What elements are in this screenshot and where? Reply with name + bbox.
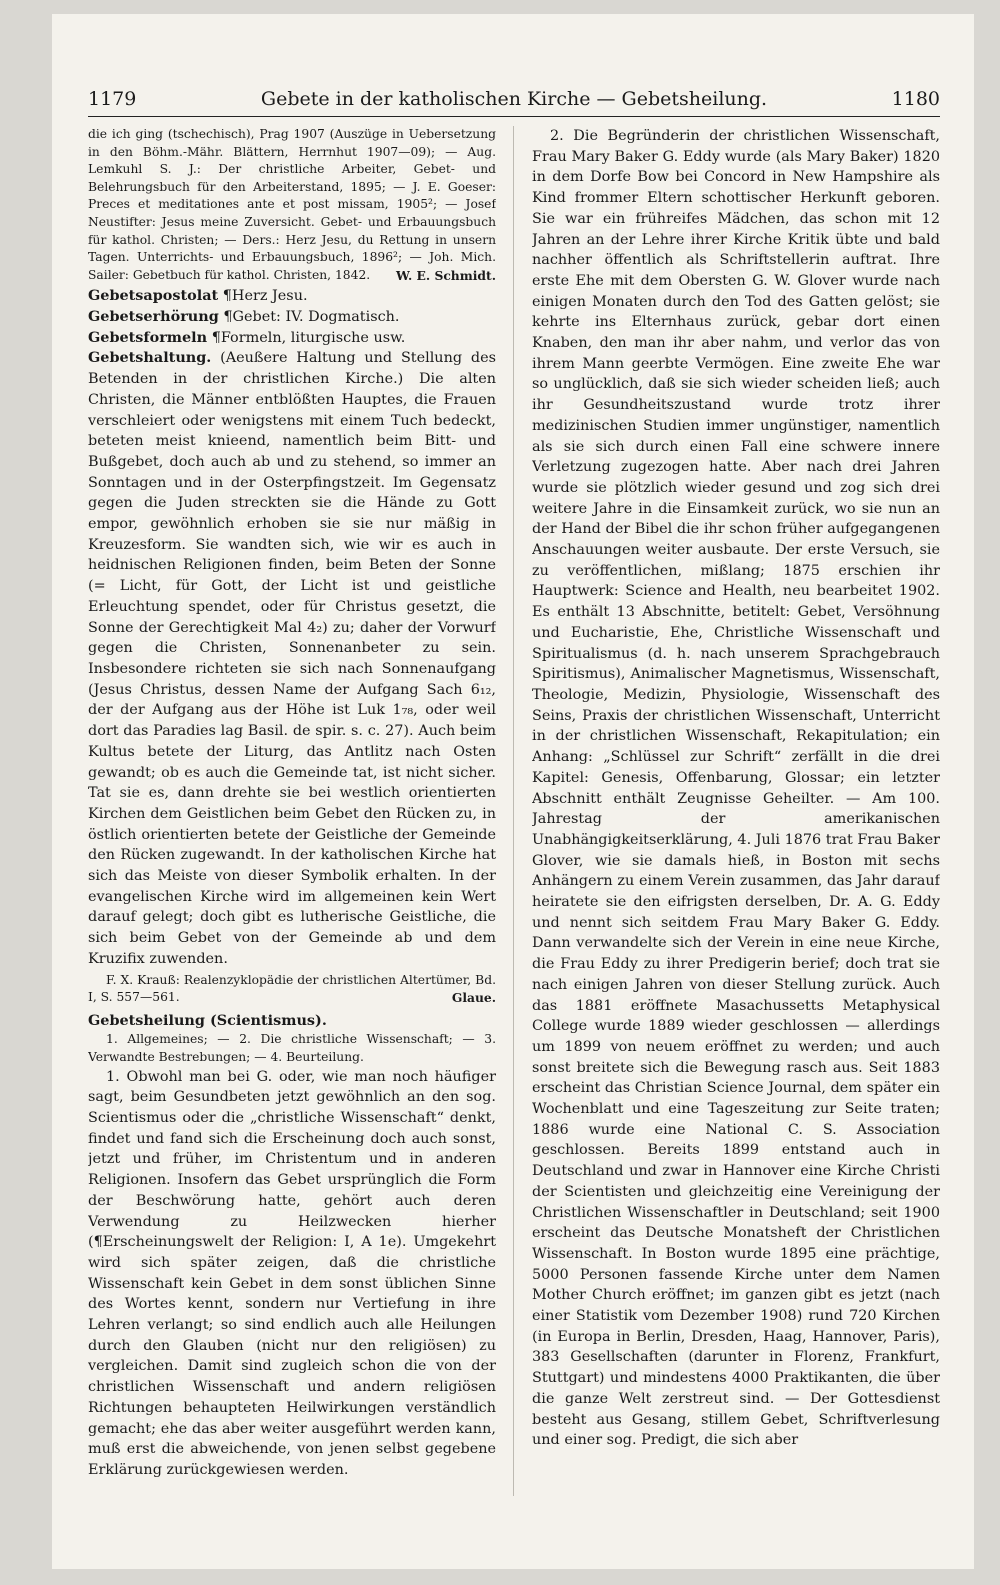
cross-reference: Gebetsapostolat ¶Herz Jesu. — [88, 287, 308, 305]
author-signature: Glaue. — [451, 990, 496, 1006]
article-heading: Gebetsheilung (Scientismus). — [88, 1011, 327, 1029]
cross-reference: Gebetsformeln ¶Formeln, liturgische usw. — [88, 328, 406, 346]
article-outline: 1. Allgemeines; — 2. Die christliche Wissenschaft; — 3. Verwandte Bestrebungen; — 4. Beurteilung. — [88, 1032, 496, 1065]
right-column — [532, 126, 940, 1501]
left-column — [88, 126, 496, 1501]
running-title: Gebete in der katholischen Kirche — Gebetsheilung. — [260, 88, 768, 110]
paragraph: 1. Obwohl man bei G. oder, wie man noch häufiger sagt, beim Gesundbeten jetzt gewöhnlich an den sog. Scientismus oder die „christliche Wissenschaft“ denkt, findet und fand sich die Erscheinung doch auch sonst, jetzt und früher, im Christentum und in anderen Religionen. Insofern das Gebet ursprünglich die Form der Beschwörung hatte, gehört auch deren Verwendung zu Heilzwecken hierher (¶Erscheinungswelt der Religion: I, A 1e). Umgekehrt wird sich später zeigen, daß die christliche Wissenschaft kein Gebet in dem sonst üblichen Sinne des Wortes kennt, sondern nur Vertiefung in ihre Lehren verlangt; so sind endlich auch alle Heilungen durch den Glauben (nicht nur den religiösen) zu vergleichen. Damit sind zugleich schon die von der christlichen Wissenschaft und andern religiösen Richtungen behaupteten Heilwirkungen verständlich gemacht; ehe das aber weiter ausgeführt werden kann, muß erst die abweichende, von jenen selbst gegebene Erklärung zurückgewiesen werden. — [88, 1068, 496, 1478]
paragraph: 2. Die Begründerin der christlichen Wissenschaft, Frau Mary Baker G. Eddy wurde (als Mary Baker) 1820 in dem Dorfe Bow bei Concord in New Hampshire als Kind frommer Eltern schottischer Herkunft geboren. Sie war ein frühreifes Mädchen, das schon mit 12 Jahren an der Lehre ihrer Kirche Kritik übte und bald nachher öffentlich als Schriftstellerin auftrat. Ihre erste Ehe mit dem Obersten G. W. Glover wurde nach einigen Monaten durch den Tod des Gatten gelöst; sie kehrte ins Elternhaus zurück, gebar dort einen Knaben, den man ihr aber nahm, und verlor das von ihrem Mann geerbte Vermögen. Eine zweite Ehe war so unglücklich, daß sie sich wieder scheiden ließ; auch ihr Gesundheitszustand wurde trotz ihrer medizinischen Studien immer ungünstiger, namentlich als sie sich durch einen Fall eine schwere innere Verletzung zugezogen hatte. Aber nach drei Jahren wurde sie plötzlich wieder gesund und zog sich drei weitere Jahre in die Einsamkeit zurück, wo sie nun an der Hand der Bibel die ihr schon früher aufgegangenen Anschauungen weiter ausbaute. Der erste Versuch, sie zu veröffentlichen, mißlang; 1875 erschien ihr Hauptwerk: Science and Health, neu bearbeitet 1902. Es enthält 13 Abschnitte, betitelt: Gebet, Versöhnung und Eucharistie, Ehe, Christliche Wissenschaft und Spiritualismus (d. h. nach unserem Sprachgebrauch Spiritismus), Animalischer Magnetismus, Wissenschaft, Theologie, Medizin, Physiologie, Wissenschaft des Seins, Praxis der christlichen Wissenschaft, Unterricht in der christlichen Wissenschaft, Rekapitulation; ein Anhang: „Schlüssel zur Schrift“ zerfällt in die drei Kapitel: Genesis, Offenbarung, Glossar; ein letzter Abschnitt enthält Zeugnisse Geheilter. — Am 100. Jahrestag der amerikanischen Unabhängigkeitserklärung, 4. Juli 1876 trat Frau Baker Glover, wie sie damals hieß, in Boston mit sechs Anhängern zu einem Verein zusammen, das Jahr darauf heiratete sie den eifrigsten derselben, Dr. A. G. Eddy und nennt sich seitdem Frau Mary Baker G. Eddy. Dann verwandelte sich der Verein in eine neue Kirche, die Frau Eddy zu ihrer Predigerin berief; doch trat sie nach einigen Jahren von dieser Stellung zurück. Auch das 1881 eröffnete Masachussetts Metaphysical College wurde 1889 wieder geschlossen — allerdings um 1899 von neuem eröffnet zu werden; und auch sonst breitete sich die Bewegung rasch aus. Seit 1883 erscheint das Christian Science Journal, dem später ein Wochenblatt und eine Tageszeitung zur Seite traten; 1886 wurde eine National C. S. Association geschlossen. Bereits 1899 entstand auch in Deutschland und zwar in Hannover eine Kirche Christi der Scientisten und gleichzeitig eine Vereinigung der Christlichen Wissenschaftler in Deutschland; seit 1900 erscheint das Deutsche Monatsheft der Christlichen Wissenschaft. In Boston wurde 1895 eine prächtige, 5000 Personen fassende Kirche unter dem Namen Mother Church eröffnet; im ganzen gibt es jetzt (nach einer Statistik vom Dezember 1908) rund 720 Kirchen (in Europa in Berlin, Dresden, Haag, Hannover, Paris), 383 Gesellschaften (darunter in Florenz, Frankfurt, Stuttgart) und mindestens 4000 Praktikanten, die über die ganze Welt zerstreut sind. — Der Gottesdienst besteht aus Gesang, stillem Gebet, Schriftverlesung und einer sog. Predigt, die sich aber — [532, 128, 940, 1449]
article-gebetshaltung: Gebetshaltung. (Aeußere Haltung und Stellung des Betenden in der christlichen Kirche.) Die alten Christen, die Männer entblößten Hauptes, die Frauen verschleiert oder wenigstens mit einem Tuch bedeckt, beteten meist knieend, namentlich beim Bitt- und Bußgebet, doch auch ab und zu stehend, so immer an Sonntagen und in der Osterpfingstzeit. Im Gegensatz gegen die Juden streckten sie die Hände zu Gott empor, gewöhnlich erhoben sie sie nur mäßig in Kreuzesform. Sie wandten sich, wie wir es auch in heidnischen Religionen finden, beim Beten der Sonne (= Licht, für Gott, der Licht ist und geistliche Erleuchtung spendet, oder für Christus gesetzt, die Sonne der Gerechtigkeit Mal 4₂) zu; daher der Vorwurf gegen die Christen, Sonnenanbeter zu sein. Insbesondere richteten sie sich nach Sonnenaufgang (Jesus Christus, dessen Name der Aufgang Sach 6₁₂, der der Aufgang aus der Höhe ist Luk 1₇₈, oder weil dort das Paradies lag Basil. de spir. s. c. 27). Auch beim Kultus betete der Liturg, das Antlitz nach Osten gewandt; ob es auch die Gemeinde tat, ist nicht sicher. Tat sie es, dann drehte sie bei westlich orientierten Kirchen dem Geistlichen beim Gebet den Rücken zu, in östlich orientierten betete der Geistliche der Gemeinde den Rücken zugewandt. In der katholischen Kirche hat sich das Meiste von dieser Symbolik erhalten. In der evangelischen Kirche wird im allgemeinen kein Wert darauf gelegt; doch gibt es lutherische Geistliche, die sich beim Gebet von der Gemeinde ab und dem Kruzifix zuwenden. — [88, 349, 496, 967]
article-heading: Gebetshaltung. — [88, 349, 212, 367]
bibliography-gebetshaltung: F. X. Krauß: Realenzyklopädie der christlichen Altertümer, Bd. I, S. 557—561. Glaue. — [88, 972, 496, 1006]
column-divider — [513, 126, 514, 1496]
author-signature: W. E. Schmidt. — [396, 267, 496, 283]
cross-reference: Gebetserhörung ¶Gebet: IV. Dogmatisch. — [88, 308, 400, 326]
bibliography-gebete: die ich ging (tschechisch), Prag 1907 (Auszüge in Uebersetzung in den Böhm.-Mähr. Blättern, Herrnhut 1907—09); — Aug. Lemkuhl S. J.: Der christliche Arbeiter, Gebet- und Belehrungsbuch für den Arbeiterstand, 1895; — J. E. Goeser: Preces et meditationes ante et post missam, 1905²; — Josef Neustifter: Jesus meine Zuversicht. Gebet- und Erbauungsbuch für kathol. Christen; — Ders.: Herz Jesu, du Rettung in unsern Tagen. Unterrichts- und Erbauungsbuch, 1896²; — Joh. Mich. Sailer: Gebetbuch für kathol. Christen, 1842. W. E. Schmidt. — [88, 127, 496, 283]
page-number-right: 1180 — [891, 88, 940, 110]
page-number-left: 1179 — [88, 88, 137, 110]
running-header — [88, 86, 940, 117]
page — [52, 14, 974, 1569]
